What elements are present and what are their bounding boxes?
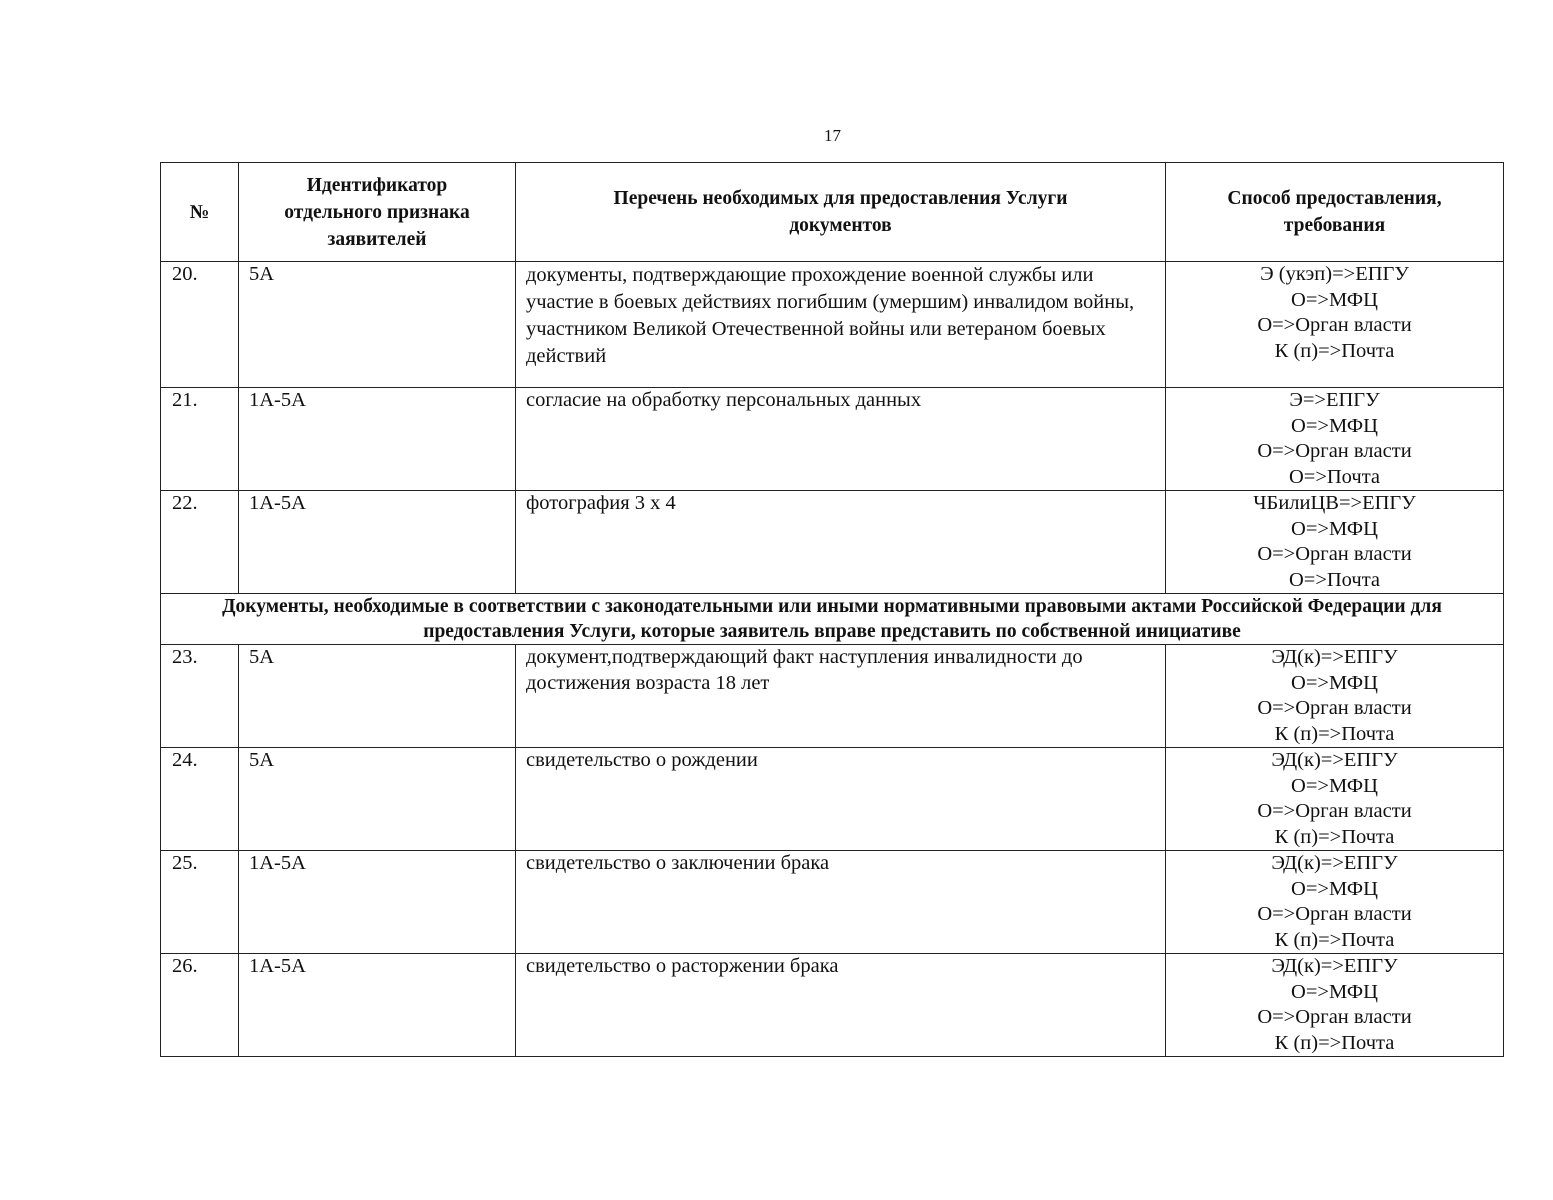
method-line: Э=>ЕПГУ <box>1289 389 1380 411</box>
table-row <box>161 748 1504 851</box>
section-row <box>161 594 1504 645</box>
row-identifier: 5А <box>239 748 516 851</box>
method-line: К (п)=>Почта <box>1274 825 1395 848</box>
row-identifier: 1А-5А <box>239 954 516 1057</box>
method-line: О=>Орган власти <box>1257 543 1412 565</box>
method-line: О=>МФЦ <box>1291 877 1378 900</box>
row-identifier: 5А <box>239 262 516 388</box>
row-method <box>1166 645 1504 748</box>
row-document: согласие на обработку персональных данных <box>516 388 1166 491</box>
row-method <box>1166 954 1504 1057</box>
method-line: О=>МФЦ <box>1291 774 1378 797</box>
row-method <box>1166 388 1504 491</box>
header-method: Способ предоставления, требования <box>1166 163 1504 262</box>
method-line: О=>Почта <box>1288 465 1381 488</box>
header-num: № <box>161 163 239 262</box>
row-identifier: 5А <box>239 645 516 748</box>
method-line: К (п)=>Почта <box>1274 722 1395 745</box>
header-documents: Перечень необходимых для предоставления Услуги документов <box>516 163 1166 262</box>
method-line: К (п)=>Почта <box>1274 339 1395 362</box>
row-number: 23. <box>161 645 239 748</box>
row-document: свидетельство о расторжении брака <box>516 954 1166 1057</box>
method-line: К (п)=>Почта <box>1274 928 1395 951</box>
row-document: свидетельство о заключении брака <box>516 851 1166 954</box>
method-line: О=>Орган власти <box>1257 440 1412 462</box>
row-method <box>1166 851 1504 954</box>
row-document: документы, подтверждающие прохождение военной службы или участие в боевых действиях погибшим (умершим) инвалидом войны, участником Великой Отечественной войны или ветераном боевых действий <box>516 262 1166 388</box>
method-line: О=>Орган власти <box>1257 697 1412 719</box>
row-number: 22. <box>161 491 239 594</box>
row-method <box>1166 262 1504 388</box>
row-identifier: 1А-5А <box>239 851 516 954</box>
row-document: документ,подтверждающий факт наступления инвалидности до достижения возраста 18 лет <box>516 645 1166 748</box>
method-line: О=>Орган власти <box>1257 800 1412 822</box>
table-header-row <box>161 163 1504 262</box>
method-line: О=>МФЦ <box>1291 517 1378 540</box>
method-line: О=>МФЦ <box>1291 414 1378 437</box>
row-document: фотография 3 х 4 <box>516 491 1166 594</box>
method-line: О=>МФЦ <box>1291 288 1378 311</box>
row-identifier: 1А-5А <box>239 491 516 594</box>
documents-table <box>160 162 1504 1057</box>
table-row <box>161 491 1504 594</box>
page-number: 17 <box>824 126 841 145</box>
row-number: 26. <box>161 954 239 1057</box>
row-number: 21. <box>161 388 239 491</box>
method-line: ЭД(к)=>ЕПГУ <box>1271 852 1398 874</box>
row-method <box>1166 491 1504 594</box>
row-number: 20. <box>161 262 239 388</box>
method-line: ЭД(к)=>ЕПГУ <box>1271 955 1398 977</box>
method-line: Э (укэп)=>ЕПГУ <box>1260 263 1409 285</box>
table-row <box>161 262 1504 388</box>
method-line: К (п)=>Почта <box>1274 1031 1395 1054</box>
table-row <box>161 645 1504 748</box>
method-line: О=>Орган власти <box>1257 1006 1412 1028</box>
row-method <box>1166 748 1504 851</box>
table-row <box>161 388 1504 491</box>
method-line: О=>МФЦ <box>1291 980 1378 1003</box>
method-line: О=>Орган власти <box>1257 314 1412 336</box>
method-line: ЭД(к)=>ЕПГУ <box>1271 749 1398 771</box>
row-identifier: 1А-5А <box>239 388 516 491</box>
header-identifier: Идентификатор отдельного признака заявителей <box>239 163 516 262</box>
method-line: ЭД(к)=>ЕПГУ <box>1271 646 1398 668</box>
table-row <box>161 851 1504 954</box>
method-line: О=>МФЦ <box>1291 671 1378 694</box>
row-number: 24. <box>161 748 239 851</box>
row-number: 25. <box>161 851 239 954</box>
method-line: О=>Орган власти <box>1257 903 1412 925</box>
row-document: свидетельство о рождении <box>516 748 1166 851</box>
method-line: ЧБилиЦВ=>ЕПГУ <box>1253 492 1416 514</box>
method-line: О=>Почта <box>1288 568 1381 591</box>
section-title: Документы, необходимые в соответствии с законодательными или иными нормативными правовыми актами Российской Федерации для предоставления Услуги, которые заявитель вправе представить по собственной инициативе <box>161 594 1504 645</box>
table-row <box>161 954 1504 1057</box>
